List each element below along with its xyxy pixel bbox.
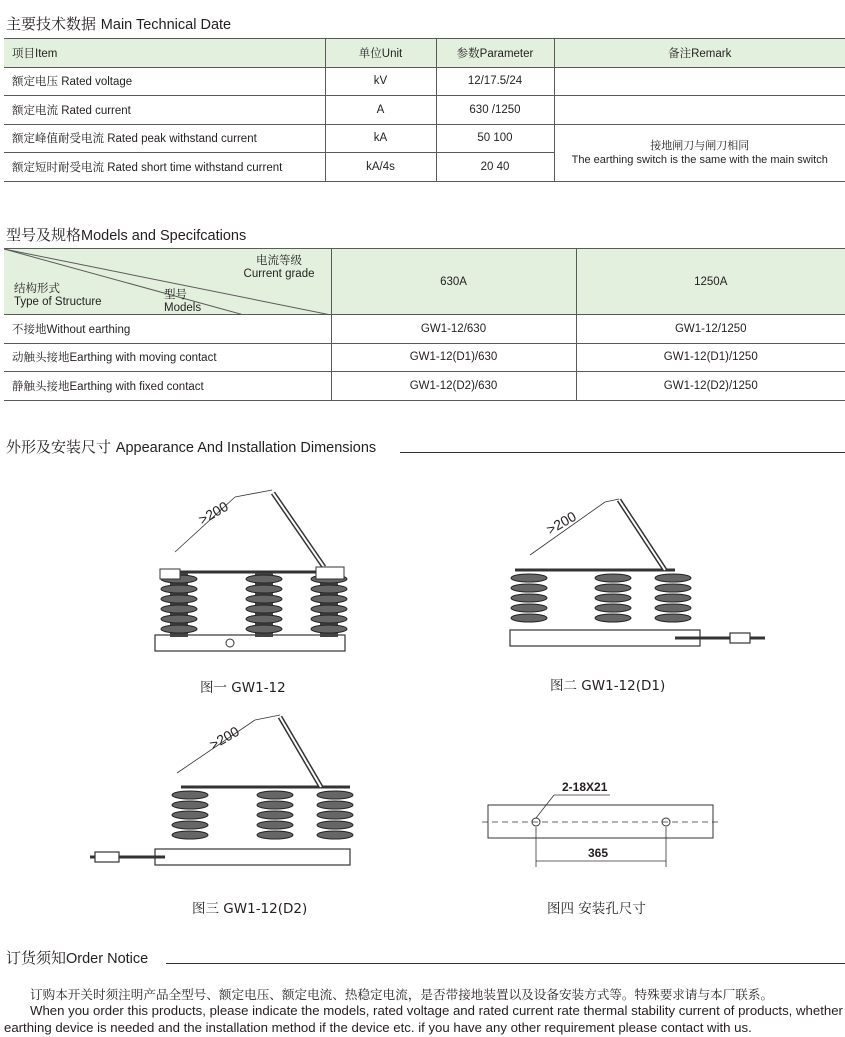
order-section-title (6, 947, 148, 968)
header-remark: 备注Remark (554, 39, 845, 68)
model-cell: GW1-12(D2)/1250 (576, 372, 845, 401)
structure-cell: 不接地Without earthing (4, 315, 331, 344)
table-header-row (4, 249, 845, 315)
remark-en: The earthing switch is the same with the main switch (571, 153, 828, 166)
tech-title-en: Main Technical Date (100, 17, 232, 33)
figure-4-caption: 图四 安装孔尺寸 (547, 901, 646, 917)
figure-2-caption: 图二 GW1-12(D1) (550, 678, 666, 694)
unit-cell: kV (325, 67, 436, 96)
technical-data-table (4, 38, 845, 182)
table-row (4, 67, 845, 96)
appearance-title-en: Appearance And Installation Dimensions (115, 440, 377, 456)
figure-1-drawing (140, 485, 370, 665)
header-unit: 单位Unit (325, 39, 436, 68)
current-grade-label: 电流等级 Current grade (243, 255, 315, 280)
figure-2-dim-label: >200 (543, 507, 579, 538)
figure-4-holes-label: 2-18X21 (562, 780, 608, 794)
models-section-title (6, 224, 246, 245)
insulator-middle (246, 573, 282, 637)
appearance-title-cn: 外形及安装尺寸 (6, 438, 112, 456)
table-row (4, 124, 845, 153)
insulator-right (311, 573, 347, 637)
model-cell: GW1-12/630 (331, 315, 576, 344)
appearance-title-rule (400, 452, 845, 453)
order-notice-cn: 订购本开关时须注明产品全型号、额定电压、额定电流、热稳定电流，是否带接地装置以及设备安装方式等。特殊要求请与本厂联系。 (30, 987, 774, 1002)
insulator-left (161, 573, 197, 637)
figure-3-caption: 图三 GW1-12(D2) (192, 901, 308, 917)
tech-section-title (6, 13, 231, 34)
structure-label: 结构形式 Type of Structure (14, 283, 102, 308)
item-cell: 额定短时耐受电流 Rated short time withstand current (4, 153, 325, 182)
remark-cell (554, 96, 845, 125)
header-item: 项目Item (4, 39, 325, 68)
models-label: 型号 Models (164, 289, 202, 314)
appearance-section-title (6, 436, 376, 457)
table-row (4, 315, 845, 344)
order-title-rule (166, 963, 845, 964)
item-cell: 额定电压 Rated voltage (4, 67, 325, 96)
remark-cell (554, 67, 845, 96)
parameter-cell: 12/17.5/24 (436, 67, 554, 96)
tech-title-cn: 主要技术数据 (6, 15, 97, 33)
structure-cell: 静触头接地Earthing with fixed contact (4, 372, 331, 401)
models-title-en: Models and Specifcations (81, 228, 247, 244)
header-parameter: 参数Parameter (436, 39, 554, 68)
model-cell: GW1-12(D1)/1250 (576, 343, 845, 372)
unit-cell: A (325, 96, 436, 125)
model-cell: GW1-12(D1)/630 (331, 343, 576, 372)
column-1250a: 1250A (576, 249, 845, 315)
figure-1-caption: 图一 GW1-12 (200, 680, 286, 696)
unit-cell: kA/4s (325, 153, 436, 182)
item-cell: 额定电流 Rated current (4, 96, 325, 125)
models-table (4, 248, 845, 401)
parameter-cell: 20 40 (436, 153, 554, 182)
order-title-en: Order Notice (66, 951, 149, 967)
remark-cn: 接地闸刀与闸刀相同 (650, 139, 750, 152)
order-title-cn: 订货须知 (6, 949, 67, 967)
figure-4-spacing-label: 365 (588, 846, 609, 860)
models-title-cn: 型号及规格 (6, 226, 82, 244)
remark-earthing-cell (554, 124, 845, 181)
model-cell: GW1-12/1250 (576, 315, 845, 344)
unit-cell: kA (325, 124, 436, 153)
parameter-cell: 50 100 (436, 124, 554, 153)
table-row (4, 372, 845, 401)
figure-4-drawing (480, 775, 720, 870)
figure-3-drawing (85, 705, 365, 880)
table-row (4, 343, 845, 372)
item-cell: 额定峰值耐受电流 Rated peak withstand current (4, 124, 325, 153)
parameter-cell: 630 /1250 (436, 96, 554, 125)
table-header-row (4, 39, 845, 68)
model-cell: GW1-12(D2)/630 (331, 372, 576, 401)
figure-1-dim-label: >200 (195, 497, 231, 528)
table-row (4, 96, 845, 125)
structure-cell: 动触头接地Earthing with moving contact (4, 343, 331, 372)
order-notice-en-line1: When you order this products, please indicate the models, rated voltage and rated current rate thermal stability current of products, whether (30, 1003, 843, 1018)
figure-2-drawing (495, 490, 770, 660)
column-630a: 630A (331, 249, 576, 315)
diagonal-header-cell (4, 249, 331, 315)
order-notice-en-line2: earthing device is needed and the installation method if the device etc. if you have any other requirement please contact with us. (4, 1020, 752, 1035)
figure-3-dim-label: >200 (206, 722, 242, 753)
